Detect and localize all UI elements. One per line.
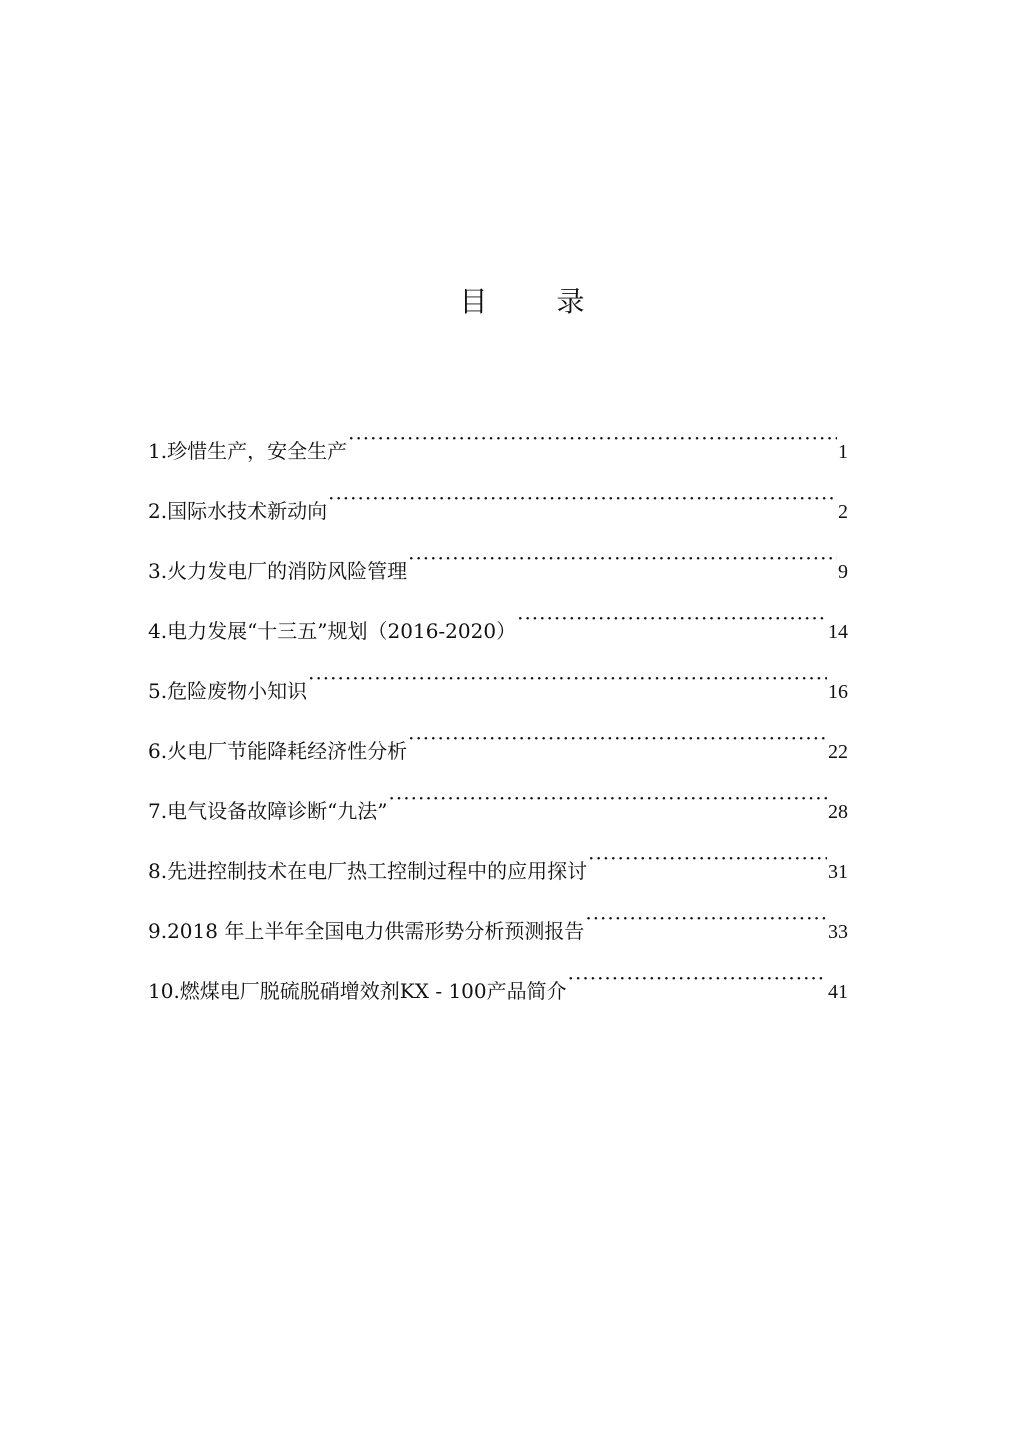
toc-entry-title: 7.电气设备故障诊断“九法” (148, 799, 388, 823)
toc-entry-title: 4.电力发展“十三五”规划（2016-2020） (148, 619, 517, 643)
toc-title: 目 录 (459, 285, 615, 318)
toc-entry-page: 22 (828, 741, 848, 763)
toc-leader-dots (389, 778, 827, 818)
toc-entry-page: 28 (828, 801, 848, 823)
toc-entry-page: 33 (828, 921, 848, 943)
toc-entry-page: 14 (828, 621, 848, 643)
toc-entry-title: 3.火力发电厂的消防风险管理 (148, 559, 408, 583)
toc-entry[interactable] (148, 538, 848, 598)
toc-entry[interactable] (148, 838, 848, 898)
toc-leader-dots (348, 418, 837, 458)
toc-leader-dots (517, 598, 827, 638)
toc-leader-dots (408, 718, 827, 758)
toc-entry-page: 1 (838, 441, 848, 463)
toc-entry[interactable] (148, 598, 848, 658)
toc-entry-title: 5.危险废物小知识 (148, 679, 308, 703)
toc-entry[interactable] (148, 778, 848, 838)
toc-entry-page: 16 (828, 681, 848, 703)
toc-leader-dots (408, 538, 837, 578)
toc-leader-dots (585, 898, 827, 938)
toc-entry-title: 9.2018 年上半年全国电力供需形势分析预测报告 (148, 919, 585, 943)
toc-entry-page: 2 (838, 501, 848, 523)
toc-entry-title: 6.火电厂节能降耗经济性分析 (148, 739, 408, 763)
toc-entry-title: 1.珍惜生产，安全生产 (148, 439, 348, 463)
toc-entry[interactable] (148, 718, 848, 778)
toc-entry-title: 2.国际水技术新动向 (148, 499, 328, 523)
toc-list (148, 418, 848, 1018)
toc-leader-dots (568, 958, 827, 998)
toc-entry[interactable] (148, 418, 848, 478)
toc-entry[interactable] (148, 898, 848, 958)
toc-leader-dots (588, 838, 827, 878)
toc-entry-page: 31 (828, 861, 848, 883)
toc-entry[interactable] (148, 958, 848, 1018)
toc-leader-dots (328, 478, 837, 518)
toc-entry-title: 8.先进控制技术在电厂热工控制过程中的应用探讨 (148, 859, 588, 883)
toc-entry-title: 10.燃煤电厂脱硫脱硝增效剂KX - 100产品简介 (148, 979, 567, 1003)
toc-entry[interactable] (148, 478, 848, 538)
toc-entry-page: 41 (828, 981, 848, 1003)
toc-entry-page: 9 (838, 561, 848, 583)
toc-entry[interactable] (148, 658, 848, 718)
toc-leader-dots (308, 658, 827, 698)
